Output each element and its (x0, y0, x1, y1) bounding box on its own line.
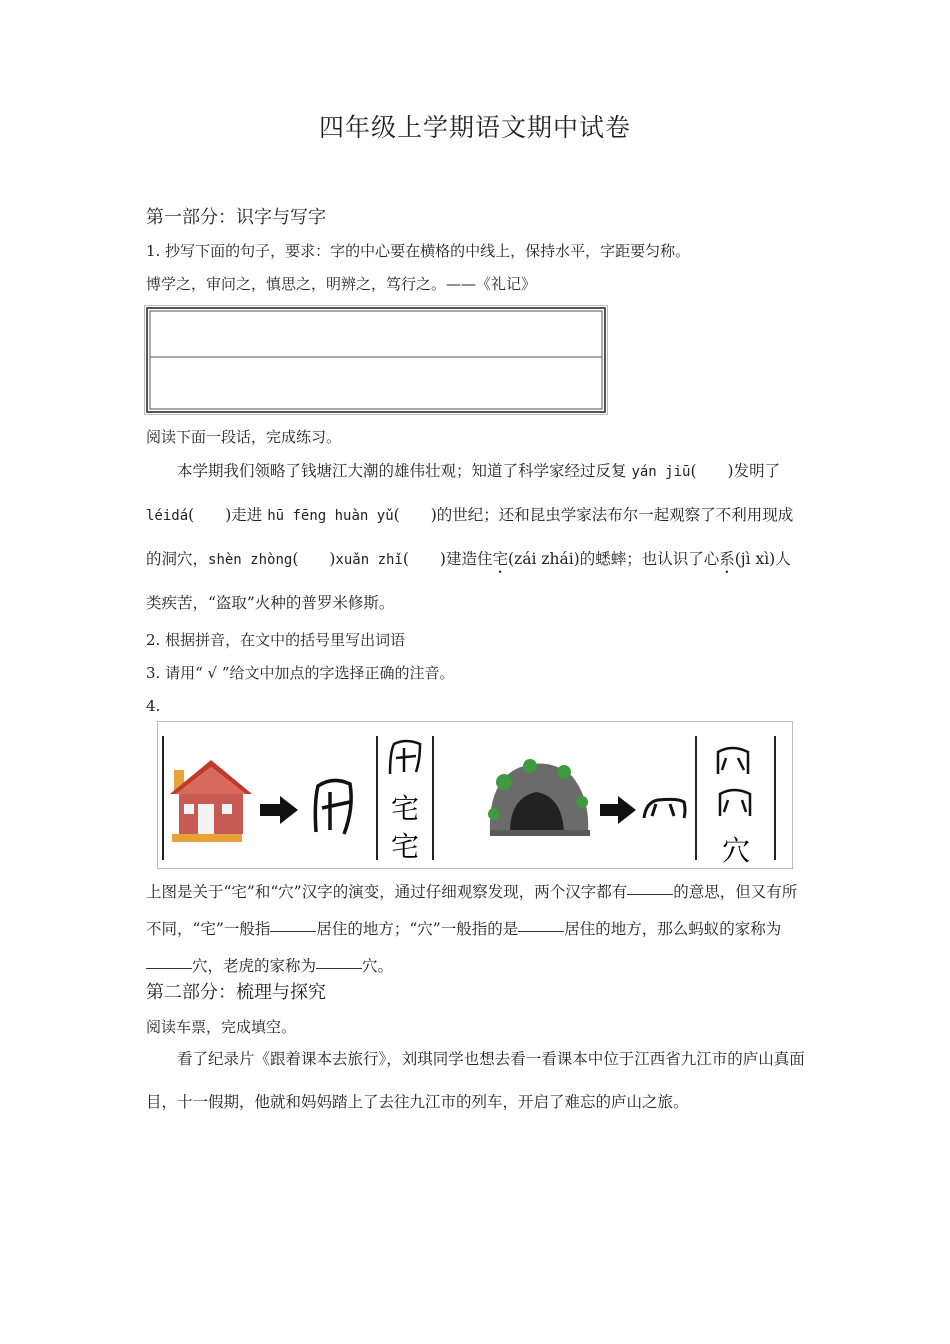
para-text: (zái zhái)的蟋蟀；也认识了心 (507, 550, 720, 568)
quote-line: 博学之，审问之，慎思之，明辨之，笃行之。——《礼记》 (146, 275, 537, 293)
question-3: 3. 请用“ √ ”给文中加点的字选择正确的注音。 (146, 664, 455, 682)
reading-intro: 阅读下面一段话，完成练习。 (146, 428, 342, 446)
pinyin: shèn zhòng (208, 552, 293, 568)
ancient-zhai-glyph (315, 780, 351, 834)
part1-heading: 第一部分：识字与写字 (146, 207, 326, 228)
cave-icon (488, 759, 590, 836)
para-text: 本学期我们领略了钱塘江大潮的雄伟壮观；知道了科学家经过反复 (177, 462, 627, 480)
q4-text: 穴。 (362, 957, 394, 975)
page-title: 四年级上学期语文期中试卷 (318, 113, 631, 142)
seal-zhai-glyph (390, 741, 420, 774)
question-1: 1. 抄写下面的句子，要求：字的中心要在横格的中线上，保持水平，字距要匀称。 (146, 242, 691, 260)
question-4-text (146, 874, 808, 985)
answer-blank[interactable] (316, 967, 362, 969)
arrow-right-icon (260, 796, 298, 824)
evolution-xue: 穴 (721, 834, 751, 867)
writing-grid[interactable] (144, 305, 608, 415)
dotted-char: 系 (719, 550, 735, 568)
part2-intro: 阅读车票，完成填空。 (146, 1018, 297, 1036)
answer-blank[interactable] (146, 967, 192, 969)
answer-bracket[interactable]: ( )建造住 (402, 550, 493, 568)
answer-bracket[interactable]: ( ) (292, 550, 336, 568)
seal-xue-glyph-2 (720, 790, 750, 816)
dotted-char: 宅 (492, 550, 508, 568)
q4-text: 居住的地方；“穴”一般指的是 (316, 920, 519, 938)
reading-paragraph (146, 450, 806, 625)
answer-bracket[interactable]: ( )的世纪；还和昆虫学家法布尔一起观察了不利用现成的洞穴， (146, 506, 794, 568)
q4-text: 上图是关于“宅”和“穴”汉字的演变，通过仔细观察发现，两个汉字都有 (146, 883, 628, 901)
pinyin: xuǎn zhǐ (335, 552, 403, 568)
evolution-zhai-1: 宅 (390, 792, 420, 825)
question-2: 2. 根据拼音，在文中的括号里写出词语 (146, 631, 406, 649)
answer-bracket[interactable]: ( )走进 (188, 506, 263, 524)
pinyin: yán jiū (631, 464, 691, 480)
answer-blank[interactable] (270, 930, 316, 932)
answer-blank[interactable] (627, 893, 673, 895)
question-4: 4. (146, 697, 161, 715)
evolution-zhai-2: 宅 (390, 830, 420, 863)
character-evolution-figure (157, 721, 793, 869)
pinyin: hū fēng huàn yǔ (267, 508, 394, 524)
seal-xue-glyph-1 (718, 748, 748, 774)
part2-paragraph: 看了纪录片《跟着课本去旅行》，刘琪同学也想去看一看课本中位于江西省九江市的庐山真面目，十一假期，他就和妈妈踏上了去往九江市的列车，开启了难忘的庐山之旅。 (146, 1050, 805, 1111)
answer-blank[interactable] (518, 930, 564, 932)
para-text: (jì xì)人类疾苦，“盗取”火种的普罗米修斯。 (146, 550, 791, 612)
q4-text: 居住的地方，那么蚂蚁的家称为 (564, 920, 782, 938)
q4-text: 的意思，但又有所不同，“宅”一般指 (146, 883, 798, 938)
arrow-right-icon (600, 796, 636, 824)
answer-bracket[interactable]: ( )发明了 (690, 462, 781, 480)
ancient-xue-glyph (644, 799, 685, 818)
pinyin: léidá (146, 508, 189, 524)
house-icon (170, 760, 252, 842)
part2-heading: 第二部分：梳理与探究 (146, 982, 326, 1003)
q4-text: 穴，老虎的家称为 (192, 957, 317, 975)
